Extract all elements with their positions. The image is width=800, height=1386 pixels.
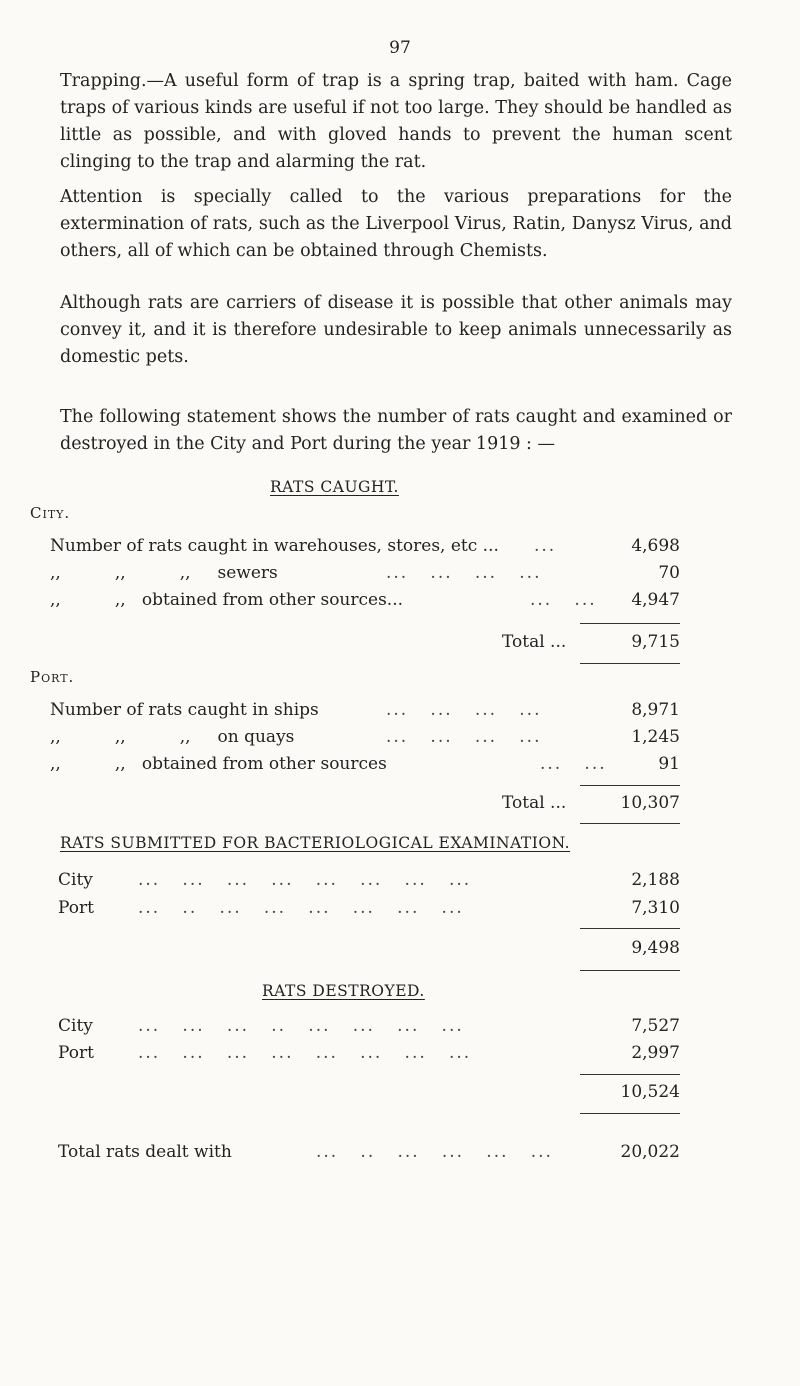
total-rule — [580, 823, 680, 824]
table-row — [50, 536, 680, 560]
paragraph-statement: The following statement shows the number of rats caught and examined or destroyed in the City and Port during the year 1919 : — — [60, 407, 732, 454]
table-row — [50, 754, 680, 778]
row-label: ,, ,, obtained from other sources... — [50, 590, 404, 610]
row-label: Port — [58, 898, 94, 918]
total-rule — [580, 663, 680, 664]
table-row — [50, 563, 680, 587]
sum-rule — [580, 623, 680, 624]
leader-dots: ... ... — [530, 590, 597, 610]
total-value: 10,307 — [620, 793, 680, 813]
leader-dots: ... ... — [540, 754, 607, 774]
row-value: 7,527 — [631, 1016, 680, 1036]
table-row — [50, 590, 680, 614]
row-value: 4,947 — [631, 590, 680, 610]
total-value: 9,715 — [631, 632, 680, 652]
row-label: City — [58, 870, 93, 890]
row-value: 91 — [658, 754, 680, 774]
leader-dots: ... .. ... ... ... ... — [316, 1142, 553, 1162]
row-value: 2,997 — [631, 1043, 680, 1063]
paragraph-preparations: Attention is specially called to the various preparations for the extermination of rats, such as the Liverpool Virus, Ratin, Danysz Virus, and others, all of which can be obtained through Chemists. — [60, 187, 732, 261]
leader-dots: ... .. ... ... ... ... ... ... — [138, 898, 464, 918]
heading-rats-caught: RATS CAUGHT. — [270, 478, 399, 496]
table-row — [58, 1043, 680, 1067]
section-label-port: Port. — [30, 668, 75, 686]
row-value: 1,245 — [631, 727, 680, 747]
row-label: Port — [58, 1043, 94, 1063]
grand-total-label: Total rats dealt with — [58, 1142, 232, 1162]
heading-rats-destroyed: RATS DESTROYED. — [262, 982, 425, 1000]
leader-dots: ... — [534, 536, 557, 556]
row-value: 70 — [658, 563, 680, 583]
leader-dots: ... ... ... .. ... ... ... ... — [138, 1016, 464, 1036]
total-value: 9,498 — [631, 938, 680, 958]
table-row — [58, 870, 680, 894]
row-value: 8,971 — [631, 700, 680, 720]
leader-dots: ... ... ... ... — [386, 563, 542, 583]
total-rule — [580, 1113, 680, 1114]
total-row — [50, 632, 680, 656]
leader-dots: ... ... ... ... — [386, 700, 542, 720]
total-value: 10,524 — [620, 1082, 680, 1102]
sum-rule — [580, 1074, 680, 1075]
row-label: ,, ,, ,, on quays — [50, 727, 295, 747]
row-label: Number of rats caught in warehouses, stores, etc ... — [50, 536, 499, 556]
row-label: ,, ,, ,, sewers — [50, 563, 278, 583]
table-row — [50, 727, 680, 751]
total-row — [58, 938, 680, 962]
row-label: ,, ,, obtained from other sources — [50, 754, 387, 774]
sum-rule — [580, 928, 680, 929]
total-label: Total ... — [502, 793, 567, 813]
row-value: 4,698 — [631, 536, 680, 556]
table-row — [58, 1016, 680, 1040]
leader-dots: ... ... ... ... ... ... ... ... — [138, 870, 472, 890]
section-label-city: City. — [30, 504, 71, 522]
heading-rats-submitted: RATS SUBMITTED FOR BACTERIOLOGICAL EXAMINATION. — [60, 834, 571, 852]
paragraph-trapping: Trapping.—A useful form of trap is a spring trap, baited with ham. Cage traps of various kinds are useful if not too large. They should be handled as little as possible, and with gloved hands to prevent the human scent clinging to the trap and alarming the rat. — [60, 71, 732, 172]
grand-total-row — [58, 1142, 680, 1166]
paragraph-other-animals: Although rats are carriers of disease it is possible that other animals may convey it, and it is therefore undesirable to keep animals unnecessarily as domestic pets. — [60, 293, 732, 367]
leader-dots: ... ... ... ... ... ... ... ... — [138, 1043, 472, 1063]
total-row — [50, 793, 680, 817]
row-label: City — [58, 1016, 93, 1036]
table-row — [58, 898, 680, 922]
grand-total-value: 20,022 — [620, 1142, 680, 1162]
total-row — [58, 1082, 680, 1106]
total-rule — [580, 970, 680, 971]
row-value: 2,188 — [631, 870, 680, 890]
page-number: 97 — [389, 38, 411, 58]
row-value: 7,310 — [631, 898, 680, 918]
sum-rule — [580, 785, 680, 786]
leader-dots: ... ... ... ... — [386, 727, 542, 747]
total-label: Total ... — [502, 632, 567, 652]
row-label: Number of rats caught in ships — [50, 700, 319, 720]
table-row — [50, 700, 680, 724]
